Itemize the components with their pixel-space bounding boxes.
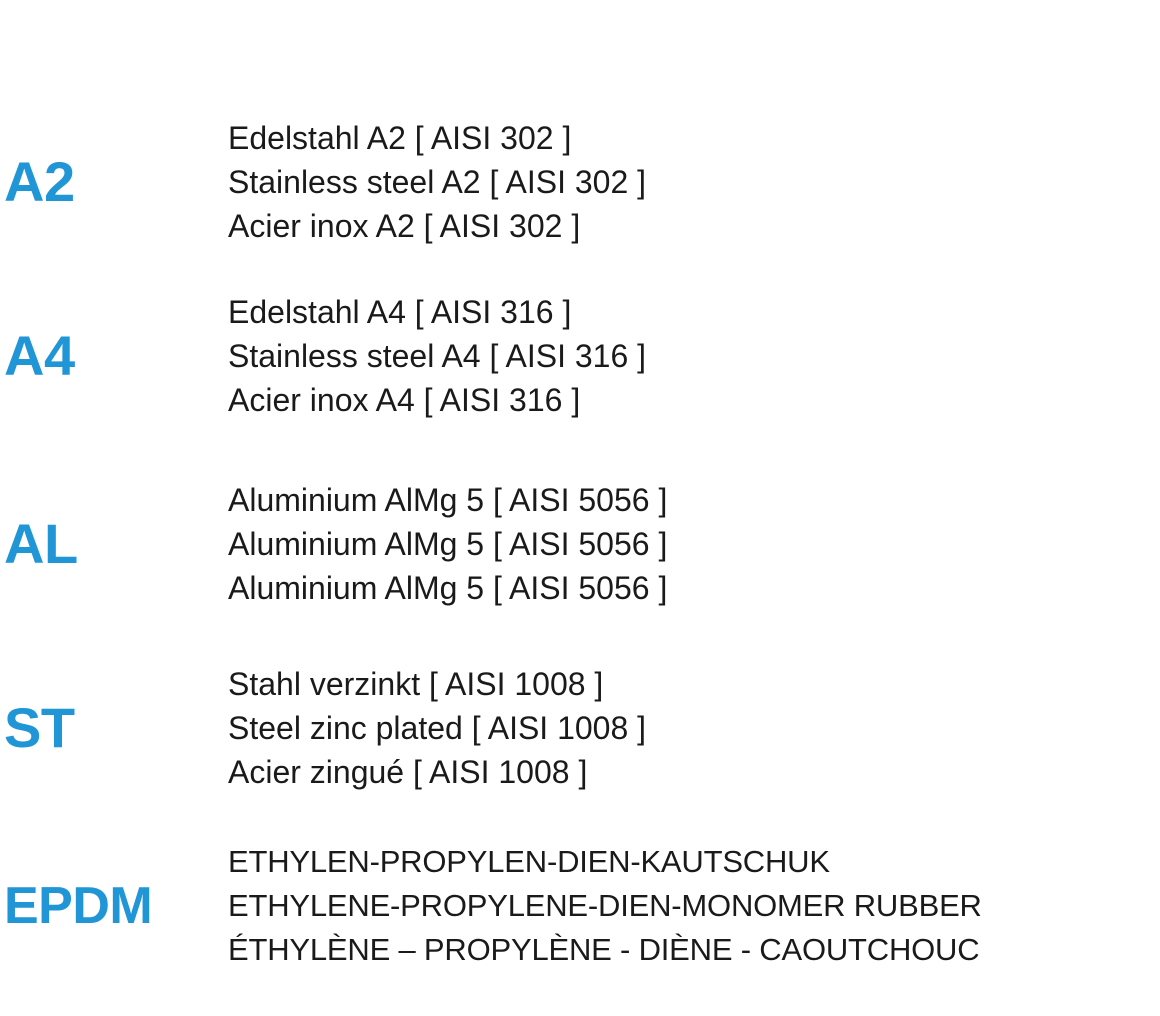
legend-row-a2 bbox=[0, 116, 1160, 248]
material-code-epdm: EPDM bbox=[4, 877, 153, 935]
material-description-line-fr: ÉTHYLÈNE – PROPYLÈNE - DIÈNE - CAOUTCHOUC bbox=[228, 932, 980, 967]
material-description-line-de: Stahl verzinkt [ AISI 1008 ] bbox=[228, 666, 604, 702]
material-description-line-de: Edelstahl A2 [ AISI 302 ] bbox=[228, 120, 572, 156]
legend-row-a4 bbox=[0, 290, 1160, 422]
material-description-line-en: Steel zinc plated [ AISI 1008 ] bbox=[228, 710, 647, 746]
material-description-line-en: Stainless steel A2 [ AISI 302 ] bbox=[228, 164, 647, 200]
material-description-line-de: Aluminium AlMg 5 [ AISI 5056 ] bbox=[228, 482, 668, 518]
material-description-line-en: Aluminium AlMg 5 [ AISI 5056 ] bbox=[228, 526, 668, 562]
material-description-al bbox=[228, 478, 1160, 610]
material-description-line-fr: Acier inox A2 [ AISI 302 ] bbox=[228, 208, 581, 244]
material-description-line-en: Stainless steel A4 [ AISI 316 ] bbox=[228, 338, 647, 374]
material-description-line-en: ETHYLENE-PROPYLENE-DIEN-MONOMER RUBBER bbox=[228, 888, 982, 923]
material-description-a4 bbox=[228, 290, 1160, 422]
material-description-line-fr: Aluminium AlMg 5 [ AISI 5056 ] bbox=[228, 570, 668, 606]
material-code-al: AL bbox=[4, 512, 78, 575]
material-code-st: ST bbox=[4, 696, 75, 759]
material-code-a4: A4 bbox=[4, 324, 75, 387]
material-description-a2 bbox=[228, 116, 1160, 248]
material-code-a2: A2 bbox=[4, 150, 75, 213]
material-description-st bbox=[228, 662, 1160, 794]
material-description-epdm bbox=[228, 840, 1160, 972]
legend-row-st bbox=[0, 662, 1160, 794]
legend-row-al bbox=[0, 478, 1160, 610]
legend-row-epdm bbox=[0, 840, 1160, 972]
material-description-line-de: ETHYLEN-PROPYLEN-DIEN-KAUTSCHUK bbox=[228, 844, 830, 879]
material-description-line-fr: Acier zingué [ AISI 1008 ] bbox=[228, 754, 588, 790]
material-description-line-fr: Acier inox A4 [ AISI 316 ] bbox=[228, 382, 581, 418]
material-description-line-de: Edelstahl A4 [ AISI 316 ] bbox=[228, 294, 572, 330]
